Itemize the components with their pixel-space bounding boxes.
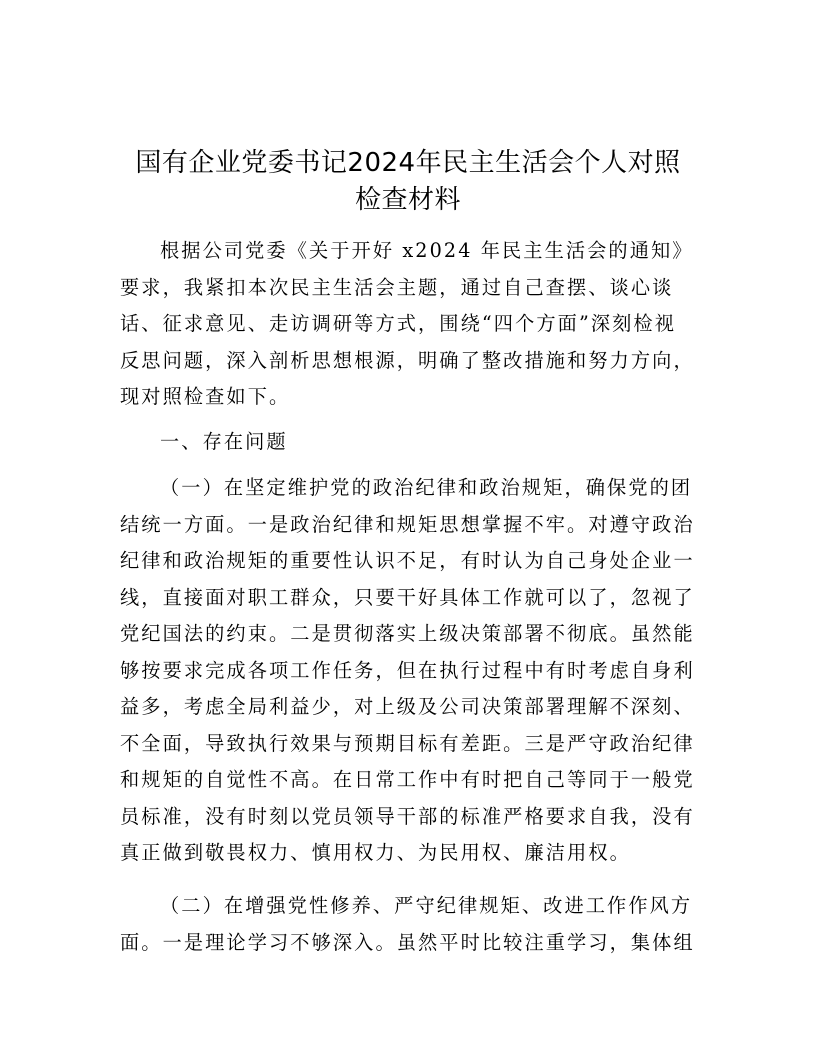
intro-line: 反思问题，深入剖析思想根源，明确了整改措施和努力方向， xyxy=(120,348,695,372)
paragraph-line: 不全面，导致执行效果与预期目标有差距。三是严守政治纪律 xyxy=(120,731,695,755)
intro-paragraph xyxy=(120,233,696,416)
paragraph-2 xyxy=(120,888,696,961)
paragraph-line: 线，直接面对职工群众，只要干好具体工作就可以了，忽视了 xyxy=(120,585,695,609)
paragraph-line: 面。一是理论学习不够深入。虽然平时比较注重学习，集体组 xyxy=(120,930,695,954)
paragraph-line: 党纪国法的约束。二是贯彻落实上级决策部署不彻底。虽然能 xyxy=(120,622,695,645)
paragraph-line: 纪律和政治规矩的重要性认识不足，有时认为自己身处企业一 xyxy=(120,549,695,572)
intro-line: 现对照检查如下。 xyxy=(120,385,291,408)
paragraph-line: 真正做到敬畏权力、慎用权力、为民用权、廉洁用权。 xyxy=(120,841,631,864)
document-title-line-2: 检查材料 xyxy=(354,185,461,215)
intro-line: 根据公司党委《关于开好 x2024 年民主生活会的通知》 xyxy=(160,239,694,262)
section-heading-text: 一、存在问题 xyxy=(160,430,288,453)
paragraph-1 xyxy=(120,470,696,872)
intro-line: 要求，我紧扣本次民主生活会主题，通过自己查摆、谈心谈 xyxy=(120,275,674,299)
paragraph-line: 够按要求完成各项工作任务，但在执行过程中有时考虑自身利 xyxy=(120,658,695,682)
document-title-line-1: 国有企业党委书记2024年民主生活会个人对照 xyxy=(135,148,681,178)
paragraph-line: 结统一方面。一是政治纪律和规矩思想掌握不牢。对遵守政治 xyxy=(120,512,695,536)
intro-line: 话、征求意见、走访调研等方式，围绕“四个方面”深刻检视 xyxy=(120,312,677,335)
paragraph-line: 和规矩的自觉性不高。在日常工作中有时把自己等同于一般党 xyxy=(120,768,695,791)
paragraph-line: 益多，考虑全局利益少，对上级及公司决策部署理解不深刻、 xyxy=(120,695,695,718)
paragraph-line: （二）在增强党性修养、严守纪律规矩、改进工作作风方 xyxy=(160,894,693,917)
paragraph-line: （一）在坚定维护党的政治纪律和政治规矩，确保党的团 xyxy=(160,476,693,499)
paragraph-line: 员标准，没有时刻以党员领导干部的标准严格要求自我，没有 xyxy=(120,804,695,828)
section-heading xyxy=(120,424,696,461)
